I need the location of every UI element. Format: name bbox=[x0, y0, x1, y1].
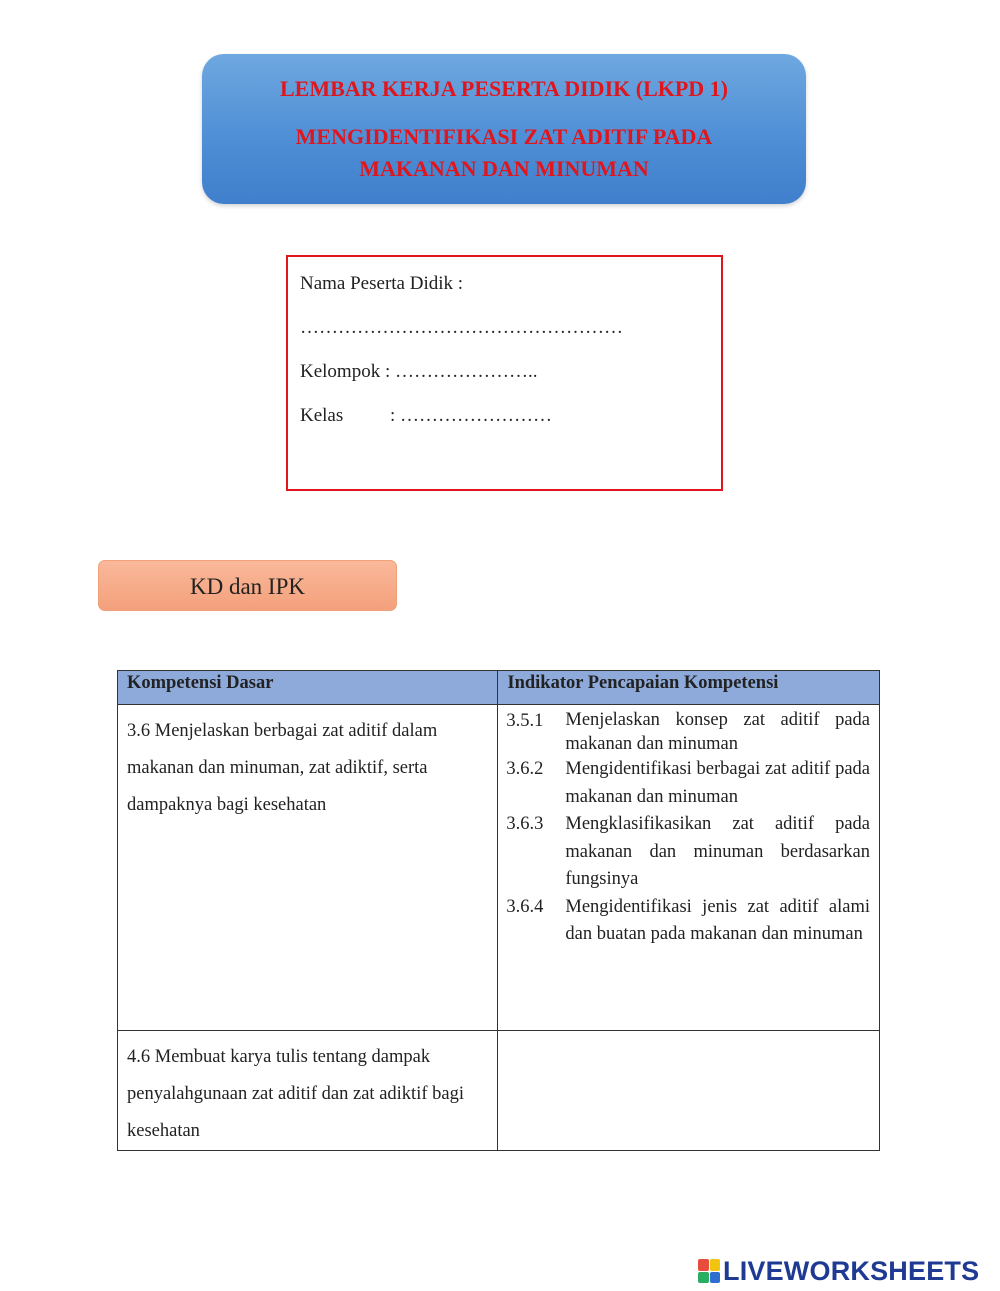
ipk-text: Mengklasifikasikan zat aditif pada makanan dan minuman berdasarkan fungsinya bbox=[565, 814, 870, 889]
logo-text: LIVEWORKSHEETS bbox=[723, 1255, 980, 1286]
list-item bbox=[506, 708, 870, 756]
worksheet-subtitle: MENGIDENTIFIKASI ZAT ADITIF PADA MAKANAN DAN MINUMAN bbox=[295, 124, 713, 181]
worksheet-title: LEMBAR KERJA PESERTA DIDIK (LKPD 1) bbox=[279, 76, 729, 101]
ipk-number: 3.6.4 bbox=[506, 896, 544, 917]
title-banner bbox=[202, 54, 806, 204]
list-item bbox=[506, 756, 870, 811]
header-indikator: Indikator Pencapaian Kompetensi bbox=[498, 671, 880, 705]
table-row bbox=[118, 1031, 880, 1151]
group-field: Kelompok : ………………….. bbox=[300, 361, 538, 382]
ipk-text: Menjelaskan konsep zat aditif pada makanan dan minuman bbox=[565, 710, 870, 754]
class-field bbox=[300, 405, 552, 427]
ipk-number: 3.6.3 bbox=[506, 814, 544, 834]
kd-text-1: 3.6 Menjelaskan berbagai zat aditif dalam makanan dan minuman, zat adiktif, serta dampaknya bagi kesehatan bbox=[127, 721, 438, 815]
kd-ipk-section-label: KD dan IPK bbox=[98, 560, 397, 611]
competency-table bbox=[117, 670, 880, 1151]
header-kompetensi-dasar: Kompetensi Dasar bbox=[118, 671, 498, 705]
list-item bbox=[506, 894, 870, 949]
ipk-text: Mengidentifikasi berbagai zat aditif pada makanan dan minuman bbox=[565, 759, 870, 807]
list-item bbox=[506, 811, 870, 894]
class-blank: : …………………… bbox=[390, 405, 553, 426]
kd-text-2: 4.6 Membuat karya tulis tentang dampak penyalahgunaan zat aditif dan zat adiktif bagi kesehatan bbox=[127, 1047, 464, 1141]
name-label: Nama Peserta Didik : bbox=[300, 273, 464, 294]
ipk-text: Mengidentifikasi jenis zat aditif alami dan buatan pada makanan dan minuman bbox=[565, 896, 870, 944]
table-header-row bbox=[118, 671, 880, 705]
logo-mark-icon bbox=[698, 1259, 720, 1283]
student-info-box bbox=[286, 255, 723, 491]
name-blank: …………………………………………… bbox=[300, 317, 623, 338]
kd-cell-2 bbox=[118, 1031, 498, 1151]
ipk-cell bbox=[498, 705, 880, 1031]
kd-cell-1 bbox=[118, 705, 498, 1031]
ipk-list bbox=[498, 705, 879, 949]
table-row bbox=[118, 705, 880, 1031]
empty-ipk-cell bbox=[498, 1031, 880, 1151]
liveworksheets-logo[interactable] bbox=[698, 1257, 979, 1285]
ipk-number: 3.5.1 bbox=[506, 711, 544, 731]
class-label: Kelas bbox=[300, 405, 344, 426]
ipk-number: 3.6.2 bbox=[506, 759, 544, 779]
